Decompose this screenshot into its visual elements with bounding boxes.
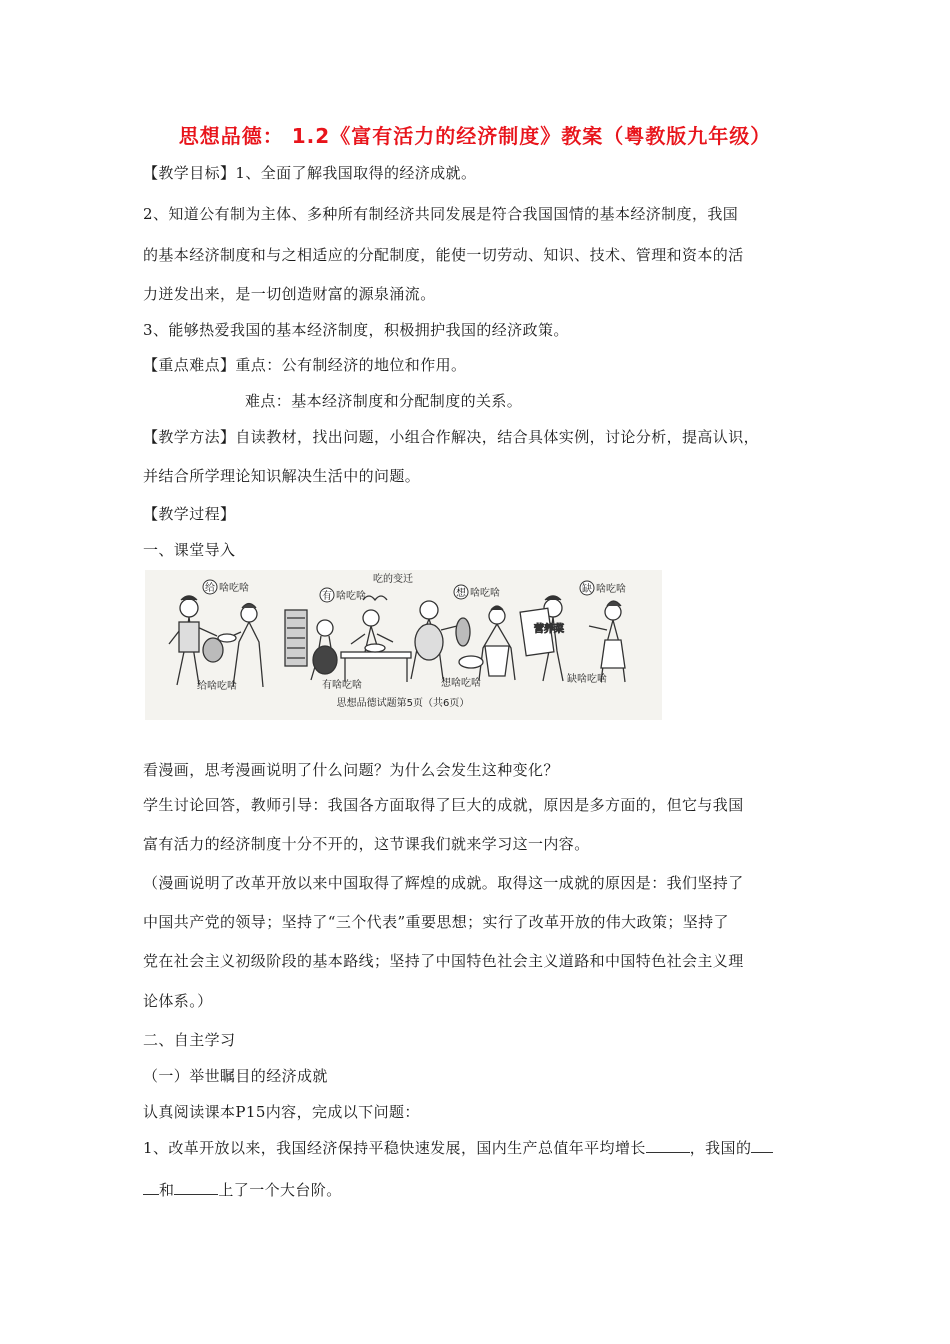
- panel-4-caption: 缺啥吃啥: [567, 674, 607, 685]
- panel-2-bubble-text: 啥吃啥: [336, 591, 366, 602]
- document-title: 思想品德： 1.2《富有活力的经济制度》教案（粤教版九年级）: [178, 124, 772, 148]
- objectives-line-2: 2、知道公有制为主体、多种所有制经济共同发展是符合我国国情的基本经济制度，我国: [143, 205, 739, 223]
- discussion-line-1: 学生讨论回答，教师引导：我国各方面取得了巨大的成就，原因是多方面的，但它与我国: [143, 796, 744, 814]
- discussion-line-2: 富有活力的经济制度十分不开的，这节课我们就来学习这一内容。: [143, 835, 590, 853]
- fill-blank-3[interactable]: [174, 1180, 218, 1195]
- panel-1-caption: 给啥吃啥: [197, 681, 237, 692]
- objectives-line-3: 的基本经济制度和与之相适应的分配制度，能使一切劳动、知识、技术、管理和资本的活: [143, 246, 744, 264]
- fill-blank-1[interactable]: [646, 1138, 690, 1153]
- panel-3-bubble: [454, 585, 500, 599]
- question-1-text-d: 上了一个大台阶。: [218, 1181, 342, 1199]
- panel-3-bubble-text: 啥吃啥: [470, 588, 500, 599]
- cartoon-question: 看漫画，思考漫画说明了什么问题？为什么会发生这种变化？: [143, 761, 559, 779]
- difficult-points-line: 难点：基本经济制度和分配制度的关系。: [245, 392, 523, 410]
- cartoon-drawing: [145, 570, 662, 720]
- reading-instruction: 认真阅读课本P15内容，完成以下问题：: [143, 1103, 420, 1121]
- cartoon-image: [145, 570, 662, 720]
- question-1-text-c: 和: [159, 1181, 175, 1199]
- key-points-line: 【重点难点】重点：公有制经济的地位和作用。: [143, 356, 467, 374]
- panel-3-caption: 想啥吃啥: [441, 678, 481, 689]
- methods-line-1: 【教学方法】自读教材，找出问题，小组合作解决，结合具体实例，讨论分析，提高认识，: [143, 428, 760, 446]
- panel-4-bubble-char: 缺: [582, 584, 592, 595]
- subsection-heading: （一）举世瞩目的经济成就: [143, 1067, 328, 1085]
- methods-line-2: 并结合所学理论知识解决生活中的问题。: [143, 467, 421, 485]
- fill-blank-2[interactable]: [751, 1138, 773, 1153]
- process-heading: 【教学过程】: [143, 505, 236, 523]
- question-1-line-2: [143, 1180, 342, 1200]
- cartoon-title: 吃的变迁: [373, 574, 413, 585]
- objectives-line-1: 【教学目标】1、全面了解我国取得的经济成就。: [143, 164, 477, 182]
- section-intro-heading: 一、课堂导入: [143, 541, 236, 559]
- answer-line-1: （漫画说明了改革开放以来中国取得了辉煌的成就。取得这一成就的原因是：我们坚持了: [143, 874, 744, 892]
- question-1-text-a: 1、改革开放以来，我国经济保持平稳快速发展，国内生产总值年平均增长: [143, 1139, 646, 1157]
- panel-1-bubble: [203, 580, 249, 594]
- answer-line-4: 论体系。）: [143, 992, 213, 1010]
- panel-4-bubble: [580, 581, 626, 595]
- panel-3-bubble-char: 想: [456, 588, 466, 599]
- panel-1-bubble-text: 啥吃啥: [219, 583, 249, 594]
- panel-2-bubble: [320, 588, 366, 602]
- cartoon-footer: 思想品德试题第5页（共6页）: [336, 698, 470, 709]
- answer-line-2: 中国共产党的领导；坚持了“三个代表”重要思想；实行了改革开放的伟大政策；坚持了: [143, 913, 729, 931]
- question-1-line-1: [143, 1138, 773, 1158]
- objectives-line-4: 力迸发出来，是一切创造财富的源泉涌流。: [143, 285, 436, 303]
- objectives-line-5: 3、能够热爱我国的基本经济制度，积极拥护我国的经济政策。: [143, 321, 569, 339]
- fill-blank-2-cont[interactable]: [143, 1180, 159, 1195]
- panel-2-caption: 有啥吃啥: [322, 680, 362, 691]
- panel-1-bubble-char: 给: [205, 583, 215, 594]
- menu-book-text: 营养菜: [534, 624, 564, 635]
- section-self-study-heading: 二、自主学习: [143, 1031, 236, 1049]
- panel-4-bubble-text: 啥吃啥: [596, 584, 626, 595]
- answer-line-3: 党在社会主义初级阶段的基本路线；坚持了中国特色社会主义道路和中国特色社会主义理: [143, 952, 744, 970]
- question-1-text-b: ，我国的: [689, 1139, 752, 1157]
- panel-2-bubble-char: 有: [322, 591, 332, 602]
